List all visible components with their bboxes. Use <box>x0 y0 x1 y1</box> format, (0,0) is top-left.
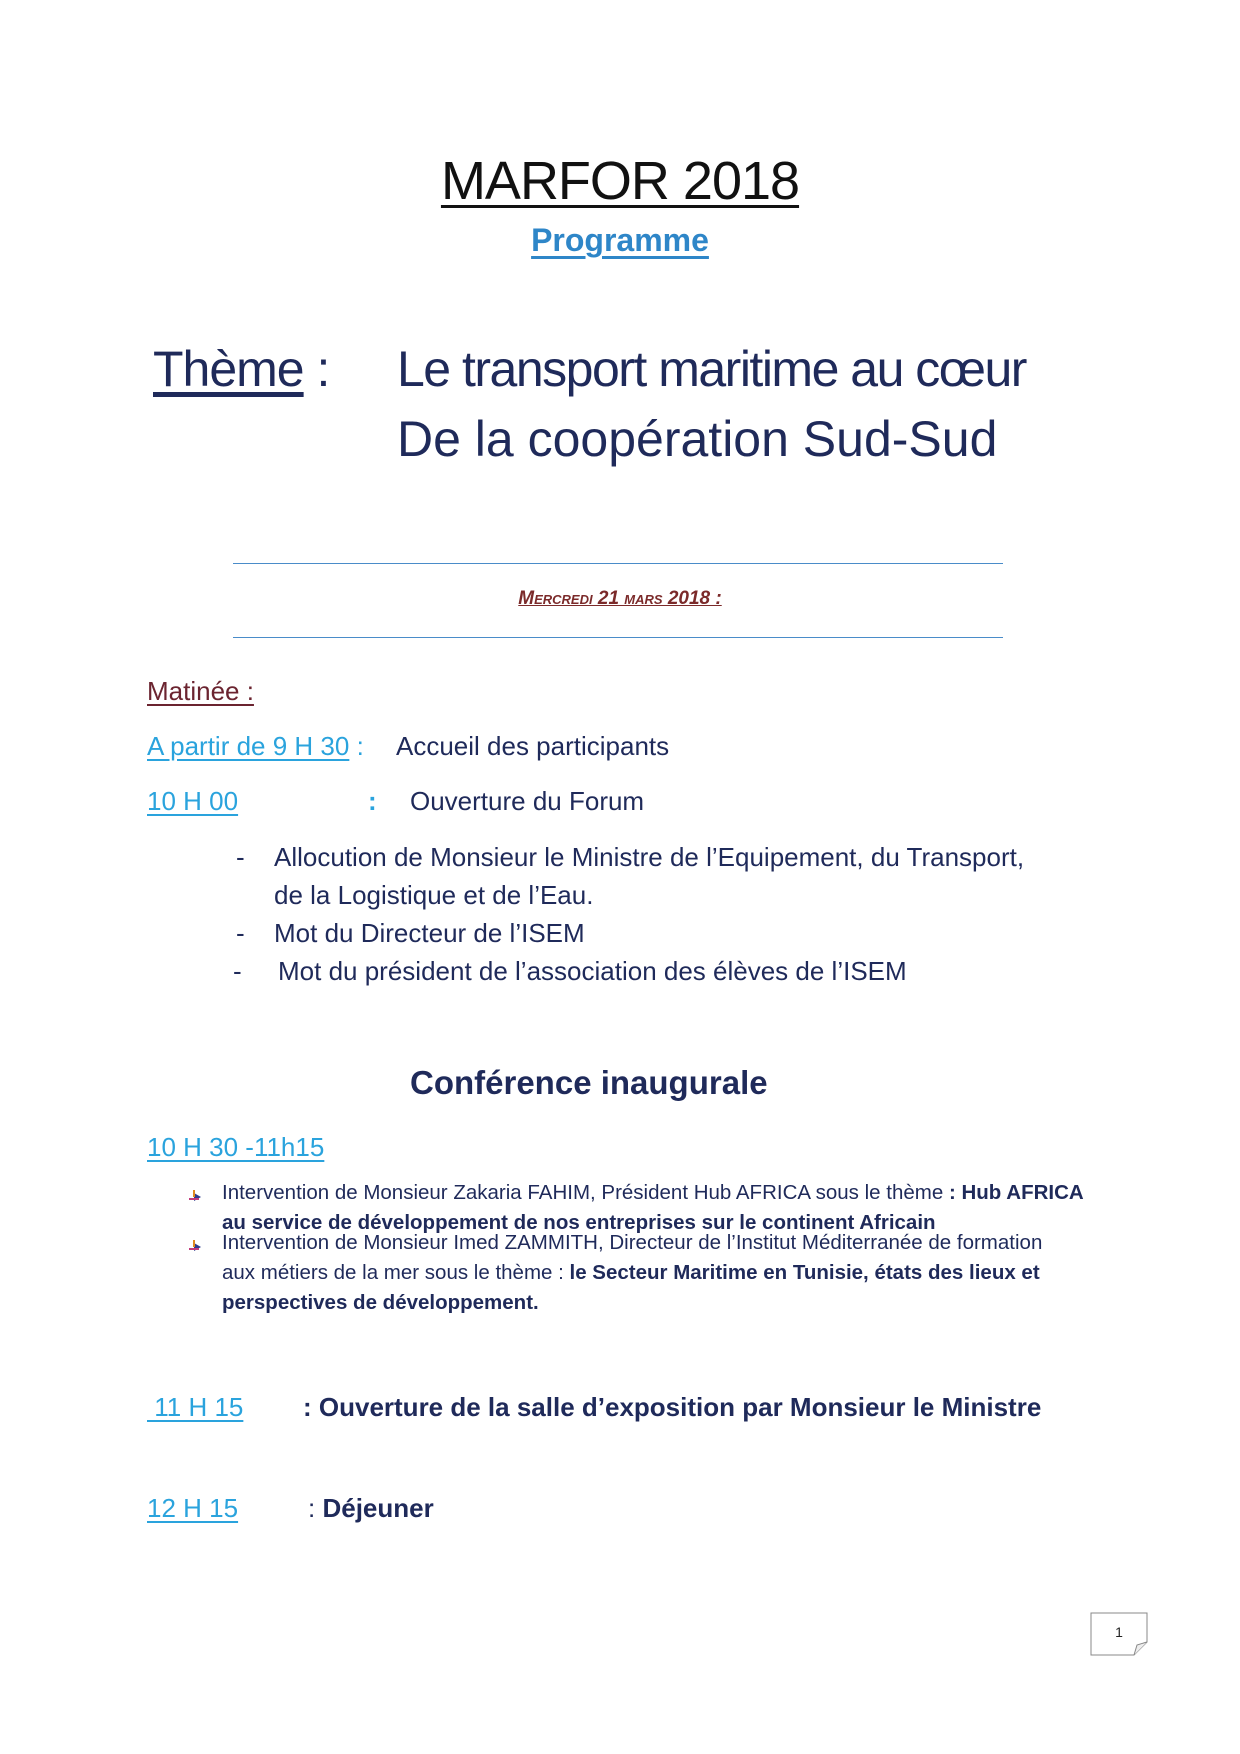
lunch-text: Déjeuner <box>322 1493 434 1523</box>
intervention-2-plain: aux métiers de la mer sous le thème : <box>222 1261 570 1284</box>
opening-time: 10 H 00 <box>147 786 239 816</box>
opening-item-3: Mot du président de l’association des élèves de l’ISEM <box>278 956 907 986</box>
intervention-2-bold-theme-cont: perspectives de développement. <box>222 1291 539 1314</box>
opening-text: Ouverture du Forum <box>410 786 645 816</box>
arrival-time: A partir de 9 H 30 <box>147 731 350 761</box>
intervention-1-bold-theme: au service de développement de nos entreprises sur le continent Africain <box>222 1211 936 1234</box>
theme-label-text: Thème <box>153 341 304 397</box>
date-bottom-rule <box>233 637 1003 638</box>
opening-colon: : <box>368 786 377 816</box>
session-heading: Matinée : <box>147 676 254 706</box>
lunch-line <box>308 1493 434 1524</box>
theme-label <box>153 340 329 398</box>
list-dash: - <box>236 842 245 872</box>
page-number: 1 <box>1115 1624 1123 1640</box>
intervention-1-bold-start: : Hub AFRICA <box>948 1181 1084 1204</box>
list-dash: - <box>233 956 242 986</box>
opening-item-1: Allocution de Monsieur le Ministre de l’Equipement, du Transport, <box>274 842 1025 872</box>
opening-item-1-cont: de la Logistique et de l’Eau. <box>274 880 594 910</box>
intervention-1-line-1 <box>222 1178 1084 1208</box>
intervention-2-bold-theme: le Secteur Maritime en Tunisie, états des lieux et <box>569 1261 1040 1284</box>
arrival-colon: : <box>349 731 364 761</box>
opening-item-2: Mot du Directeur de l’ISEM <box>274 918 585 948</box>
exhibition-text: : Ouverture de la salle d’exposition par Monsieur le Ministre <box>303 1392 1042 1422</box>
arrow-bullet-icon <box>185 1188 203 1206</box>
intervention-1-plain: Intervention de Monsieur Zakaria FAHIM, Président Hub AFRICA sous le thème <box>222 1181 949 1204</box>
conference-time: 10 H 30 -11h15 <box>147 1132 325 1162</box>
arrival-text: Accueil des participants <box>396 731 670 761</box>
document-subtitle: Programme <box>531 222 709 258</box>
lunch-colon: : <box>308 1493 323 1523</box>
exhibition-time: 11 H 15 <box>147 1392 244 1422</box>
conference-title: Conférence inaugurale <box>410 1064 768 1101</box>
theme-label-colon: : <box>303 341 330 397</box>
theme-line-2: De la coopération Sud-Sud <box>397 411 998 467</box>
date-top-rule <box>233 563 1003 564</box>
intervention-2-line-3 <box>222 1288 539 1318</box>
intervention-2-line-2 <box>222 1258 1040 1288</box>
list-dash: - <box>236 918 245 948</box>
date-heading: Mercredi 21 mars 2018 : <box>518 588 722 609</box>
schedule-arrival <box>147 731 364 762</box>
document-title: MARFOR 2018 <box>440 151 800 211</box>
arrow-bullet-icon <box>185 1238 203 1256</box>
lunch-time: 12 H 15 <box>147 1493 239 1523</box>
intervention-2-line-1: Intervention de Monsieur Imed ZAMMITH, Directeur de l’Institut Méditerranée de formation <box>222 1231 1043 1254</box>
theme-line-1: Le transport maritime au cœur <box>397 341 1026 397</box>
